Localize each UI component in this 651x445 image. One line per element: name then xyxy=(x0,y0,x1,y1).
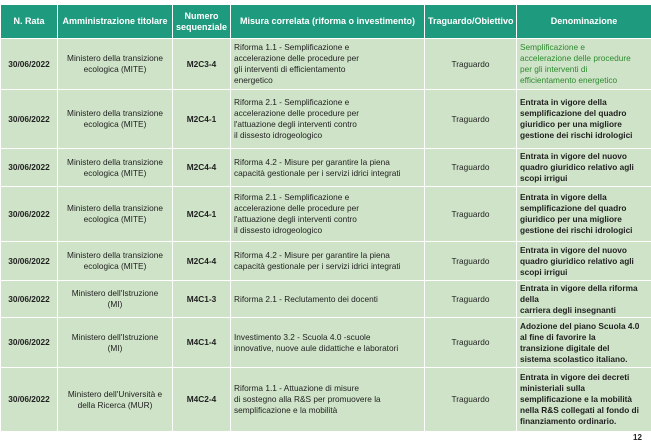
cell-denominazione: Entrata in vigore dei decreti ministeriali sulla semplificazione e la mobilità nella R&S collegati al fondo di finanziamento ordinario. xyxy=(517,368,651,432)
cell-numero: M2C4-4 xyxy=(173,242,231,281)
cell-traguardo: Traguardo xyxy=(425,242,517,281)
cell-rata: 30/06/2022 xyxy=(1,149,58,187)
table-row xyxy=(1,187,651,242)
cell-traguardo: Traguardo xyxy=(425,318,517,368)
cell-amministrazione: Ministero della transizione ecologica (MITE) xyxy=(58,39,173,90)
cell-denominazione: Entrata in vigore della semplificazione del quadro giuridico per una migliore gestione dei rischi idrologici xyxy=(517,90,651,149)
cell-rata: 30/06/2022 xyxy=(1,242,58,281)
cell-rata: 30/06/2022 xyxy=(1,187,58,242)
cell-numero: M4C1-3 xyxy=(173,281,231,318)
table-row xyxy=(1,318,651,368)
cell-misura: Riforma 4.2 - Misure per garantire la piena capacità gestionale per i servizi idrici integrati xyxy=(231,242,425,281)
cell-rata: 30/06/2022 xyxy=(1,368,58,432)
cell-denominazione: Entrata in vigore della semplificazione del quadro giuridico per una migliore gestione dei rischi idrologici xyxy=(517,187,651,242)
cell-numero: M2C4-1 xyxy=(173,187,231,242)
cell-amministrazione: Ministero dell'Istruzione (MI) xyxy=(58,281,173,318)
table-row xyxy=(1,242,651,281)
cell-numero: M2C4-1 xyxy=(173,90,231,149)
cell-traguardo: Traguardo xyxy=(425,187,517,242)
cell-denominazione: Semplificazione e accelerazione delle procedure per gli interventi di efficientamento energetico xyxy=(517,39,651,90)
cell-rata: 30/06/2022 xyxy=(1,318,58,368)
cell-numero: M2C4-4 xyxy=(173,149,231,187)
cell-traguardo: Traguardo xyxy=(425,281,517,318)
header-traguardo: Traguardo/Obiettivo xyxy=(425,5,517,39)
cell-traguardo: Traguardo xyxy=(425,149,517,187)
table-row xyxy=(1,39,651,90)
cell-amministrazione: Ministero dell'Istruzione (MI) xyxy=(58,318,173,368)
cell-misura: Riforma 2.1 - Reclutamento dei docenti xyxy=(231,281,425,318)
cell-numero: M4C2-4 xyxy=(173,368,231,432)
cell-misura: Riforma 2.1 - Semplificazione e accelerazione delle procedure per l'attuazione degli interventi contro il dissesto idrogeologico xyxy=(231,90,425,149)
table-row xyxy=(1,281,651,318)
table-row xyxy=(1,149,651,187)
cell-traguardo: Traguardo xyxy=(425,39,517,90)
cell-amministrazione: Ministero della transizione ecologica (MITE) xyxy=(58,242,173,281)
header-amministrazione: Amministrazione titolare xyxy=(58,5,173,39)
table-row xyxy=(1,90,651,149)
cell-amministrazione: Ministero della transizione ecologica (MITE) xyxy=(58,90,173,149)
cell-denominazione: Entrata in vigore del nuovo quadro giuridico relativo agli scopi irrigui xyxy=(517,242,651,281)
cell-denominazione: Entrata in vigore della riforma della carriera degli insegnanti xyxy=(517,281,651,318)
cell-rata: 30/06/2022 xyxy=(1,281,58,318)
cell-traguardo: Traguardo xyxy=(425,90,517,149)
cell-amministrazione: Ministero della transizione ecologica (MITE) xyxy=(58,149,173,187)
cell-misura: Riforma 2.1 - Semplificazione e accelerazione delle procedure per l'attuazione degli interventi contro il dissesto idrogeologico xyxy=(231,187,425,242)
cell-misura: Riforma 1.1 - Attuazione di misure di sostegno alla R&S per promuovere la semplificazione e la mobilità xyxy=(231,368,425,432)
cell-numero: M2C3-4 xyxy=(173,39,231,90)
header-denominazione: Denominazione xyxy=(517,5,651,39)
cell-traguardo: Traguardo xyxy=(425,368,517,432)
cell-misura: Riforma 4.2 - Misure per garantire la piena capacità gestionale per i servizi idrici integrati xyxy=(231,149,425,187)
table-header-row xyxy=(1,5,651,39)
header-rata: N. Rata xyxy=(1,5,58,39)
page-number: 12 xyxy=(633,433,642,442)
cell-numero: M4C1-4 xyxy=(173,318,231,368)
cell-rata: 30/06/2022 xyxy=(1,90,58,149)
cell-amministrazione: Ministero della transizione ecologica (MITE) xyxy=(58,187,173,242)
header-misura: Misura correlata (riforma o investimento) xyxy=(231,5,425,39)
cell-rata: 30/06/2022 xyxy=(1,39,58,90)
cell-denominazione: Adozione del piano Scuola 4.0 al fine di favorire la transizione digitale del sistema scolastico italiano. xyxy=(517,318,651,368)
table-row xyxy=(1,368,651,432)
header-numero: Numero sequenziale xyxy=(173,5,231,39)
cell-denominazione: Entrata in vigore del nuovo quadro giuridico relativo agli scopi irrigui xyxy=(517,149,651,187)
cell-amministrazione: Ministero dell'Università e della Ricerca (MUR) xyxy=(58,368,173,432)
cell-misura: Riforma 1.1 - Semplificazione e accelerazione delle procedure per gli interventi di efficientamento energetico xyxy=(231,39,425,90)
cell-misura: Investimento 3.2 - Scuola 4.0 -scuole innovative, nuove aule didattiche e laboratori xyxy=(231,318,425,368)
measures-table xyxy=(0,4,651,432)
